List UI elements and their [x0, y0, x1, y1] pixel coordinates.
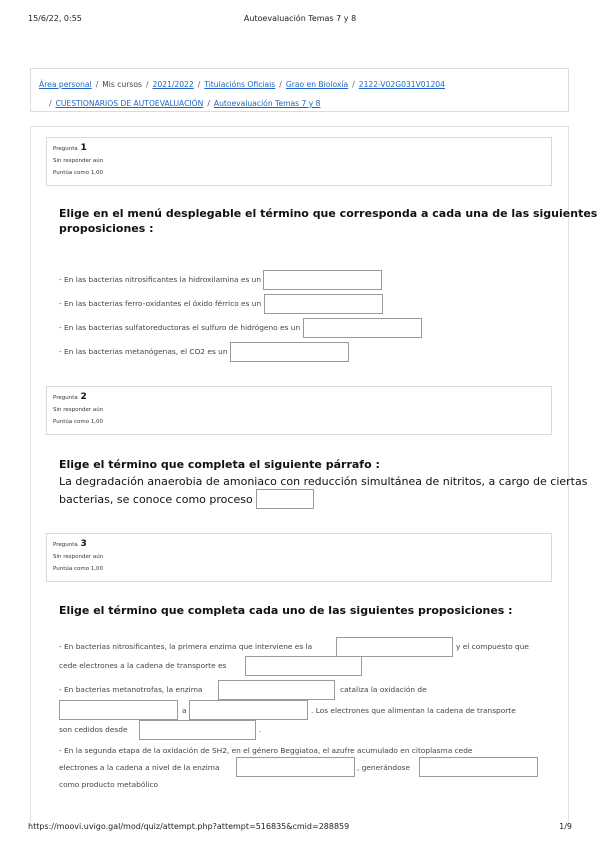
- print-page-number: 1/9: [559, 822, 572, 831]
- question-2-text-line2: bacterias, se conoce como proceso: [59, 493, 253, 506]
- breadcrumb: [30, 68, 569, 112]
- breadcrumb-separator: /: [197, 80, 201, 89]
- question-2-title: Elige el término que completa el siguiente párrafo :: [59, 458, 380, 471]
- q3-sentence-1-mid: y el compuesto que: [456, 642, 529, 651]
- question-label: Pregunta: [53, 146, 78, 152]
- q3-sentence-1-end: cede electrones a la cadena de transporte es: [59, 661, 227, 670]
- question-1-item: [59, 294, 383, 314]
- question-1-info: [46, 137, 552, 186]
- q3-sentence-2-cont: . Los electrones que alimentan la cadena de transporte: [311, 706, 516, 715]
- question-score: Puntúa como 1,00: [53, 566, 104, 572]
- breadcrumb-separator: /: [352, 80, 355, 89]
- q3-sentence-3-mid: electrones a la cadena a nivel de la enzima: [59, 763, 220, 772]
- answer-dropdown[interactable]: [303, 318, 422, 338]
- question-1-item: [59, 270, 382, 290]
- breadcrumb-separator: /: [95, 80, 99, 89]
- print-date: 15/6/22, 0:55: [28, 14, 82, 23]
- breadcrumb-titulaciones[interactable]: Titulacións Oficiais: [204, 80, 276, 89]
- answer-dropdown[interactable]: [336, 637, 453, 657]
- q3-sentence-2-end: son cedidos desde: [59, 725, 128, 734]
- breadcrumb-mycourses: Mis cursos: [102, 80, 142, 89]
- print-title: Autoevaluación Temas 7 y 8: [243, 14, 357, 23]
- question-3-title: Elige el término que completa cada uno de las siguientes proposiciones :: [59, 604, 513, 617]
- question-1-item: [59, 318, 422, 338]
- q3-sentence-2-period: .: [259, 725, 262, 734]
- answer-dropdown[interactable]: [419, 757, 538, 777]
- question-label: Pregunta: [53, 395, 78, 401]
- print-footer: [28, 822, 572, 834]
- question-3-info: [46, 533, 552, 582]
- answer-dropdown[interactable]: [256, 489, 314, 509]
- answer-dropdown[interactable]: [59, 700, 178, 720]
- question-2-text: [59, 474, 587, 509]
- question-number: 1: [80, 143, 87, 153]
- breadcrumb-separator: /: [49, 99, 52, 108]
- breadcrumb-separator: /: [145, 80, 149, 89]
- question-score: Puntúa como 1,00: [53, 419, 104, 425]
- breadcrumb-home[interactable]: Área personal: [39, 80, 92, 89]
- q3-sentence-2-mid: cataliza la oxidación de: [340, 685, 427, 694]
- question-2-text-line1: La degradación anaerobia de amoniaco con reducción simultánea de nitritos, a cargo de ciertas: [59, 475, 588, 488]
- q3-sentence-3-start: - En la segunda etapa de la oxidación de SH2, en el género Beggiatoa, el azufre acumulado en citoplasma cede: [59, 746, 473, 755]
- breadcrumb-section[interactable]: CUESTIONARIOS DE AUTOEVALUACIÓN: [55, 99, 204, 108]
- print-header: [28, 14, 572, 26]
- answer-dropdown[interactable]: [230, 342, 349, 362]
- q3-sentence-3-cont: , generándose: [357, 763, 411, 772]
- question-status: Sin responder aún: [53, 407, 104, 413]
- breadcrumb-separator: /: [207, 99, 210, 108]
- answer-dropdown[interactable]: [189, 700, 308, 720]
- q3-sentence-3-end: como producto metabólico: [59, 780, 159, 789]
- question-status: Sin responder aún: [53, 158, 104, 164]
- question-score: Puntúa como 1,00: [53, 170, 104, 176]
- question-number: 3: [80, 539, 87, 549]
- print-url: https://moovi.uvigo.gal/mod/quiz/attempt.php?attempt=516835&cmid=288859: [28, 822, 350, 831]
- answer-dropdown[interactable]: [139, 720, 256, 740]
- breadcrumb-grado[interactable]: Grao en Bioloxía: [285, 80, 349, 89]
- q3-sentence-2-start: - En bacterias metanotrofas, la enzima: [59, 685, 203, 694]
- q3-sentence-1-start: - En bacterias nitrosificantes, la primera enzima que interviene es la: [59, 642, 313, 651]
- answer-dropdown[interactable]: [236, 757, 355, 777]
- item-text: - En las bacterias metanógenas, el CO2 es un: [59, 347, 228, 356]
- item-text: - En las bacterias sulfatoreductoras el sulfuro de hidrógeno es un: [59, 323, 301, 332]
- question-label: Pregunta: [53, 542, 78, 548]
- answer-dropdown[interactable]: [263, 270, 382, 290]
- question-1-title-line1: Elige en el menú desplegable el término que corresponda a cada una de las siguientes: [59, 207, 598, 220]
- question-number: 2: [80, 392, 87, 402]
- item-text: - En las bacterias nitrosificantes la hidroxilamina es un: [59, 275, 262, 284]
- breadcrumb-quiz[interactable]: Autoevaluación Temas 7 y 8: [213, 99, 321, 108]
- answer-dropdown[interactable]: [264, 294, 383, 314]
- question-2-info: [46, 386, 552, 435]
- question-1-title: [59, 206, 597, 236]
- breadcrumb-course[interactable]: 2122-V02G031V01204: [358, 80, 445, 89]
- question-1-item: [59, 342, 349, 362]
- question-status: Sin responder aún: [53, 554, 104, 560]
- breadcrumb-year[interactable]: 2021/2022: [152, 80, 194, 89]
- breadcrumb-separator: /: [279, 80, 282, 89]
- q3-sentence-2-a: a: [182, 706, 187, 715]
- answer-dropdown[interactable]: [218, 680, 335, 700]
- answer-dropdown[interactable]: [245, 656, 362, 676]
- item-text: - En las bacterias ferro-oxidantes el óxido férrico es un: [59, 299, 262, 308]
- question-1-title-line2: proposiciones :: [59, 222, 154, 235]
